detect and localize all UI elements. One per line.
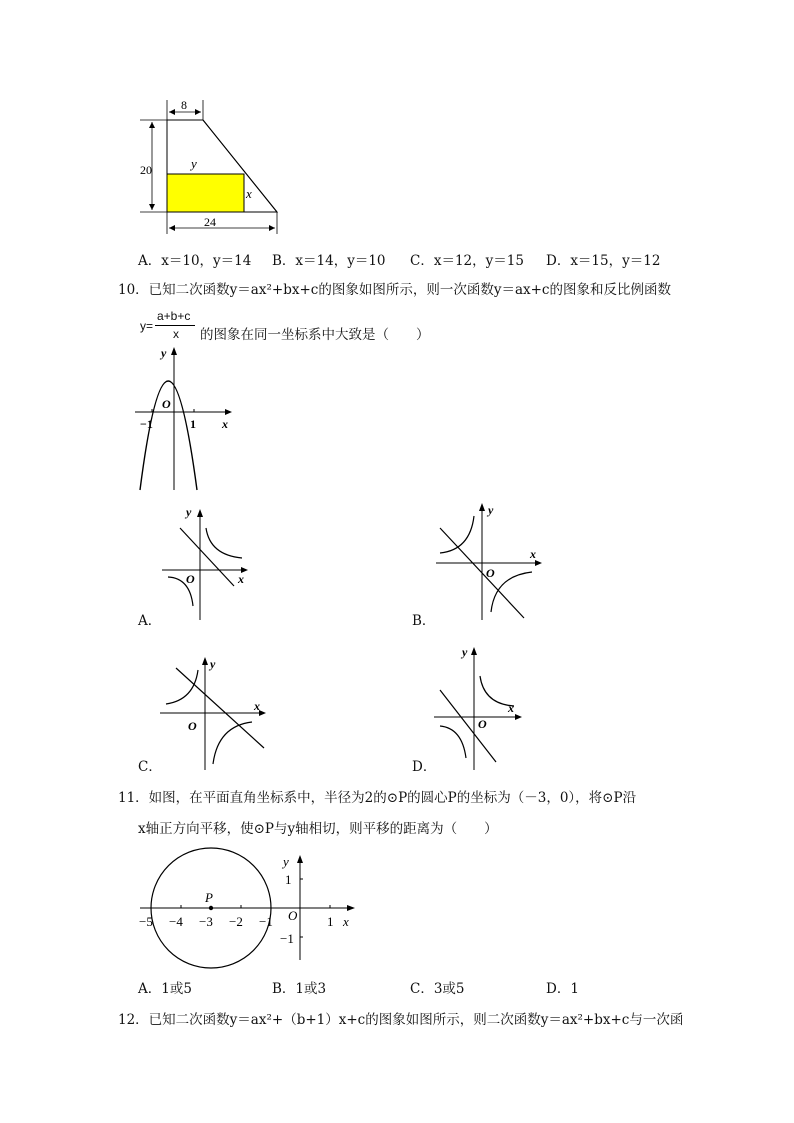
q9-option-b: B．x＝14，y＝10: [272, 253, 386, 269]
q11-option-d: D．1: [546, 981, 579, 997]
q11-tick-neg4: −4: [169, 914, 183, 929]
q11-tick-neg3: −3: [199, 914, 213, 929]
q10-d-o: O: [478, 717, 487, 731]
q10-b-x: x: [530, 547, 536, 561]
q11-option-b: B．1或3: [272, 981, 327, 997]
q11-label-p: P: [205, 890, 213, 905]
q10-option-b: B．: [412, 613, 436, 629]
q10-option-c: C．: [138, 759, 162, 775]
q11-label-y: y: [283, 854, 289, 869]
q10-option-d: D．: [412, 759, 437, 775]
q10-parabola-neg1: −1: [140, 417, 153, 431]
q11-tick-neg1: −1: [259, 914, 273, 929]
q9-option-d: D．x＝15，y＝12: [546, 253, 661, 269]
q12-stem-line1: 12．已知二次函数y＝ax²+（b+1）x+c的图象如图所示，则二次函数y＝ax²+bx+c与一次函: [118, 1012, 684, 1028]
q11-tick-1: 1: [327, 914, 334, 929]
q10-d-y: y: [462, 645, 468, 659]
q9-label-8: 8: [181, 98, 187, 112]
q11-center-dot: [209, 906, 213, 910]
q11-tick-neg2: −2: [229, 914, 243, 929]
q11-label-x: x: [343, 914, 349, 929]
q10-parabola-y: y: [161, 346, 167, 360]
q11-option-c: C．3或5: [410, 981, 465, 997]
q9-label-24: 24: [204, 215, 216, 229]
q10-b-y: y: [488, 503, 494, 517]
q10-fraction-denominator: x: [173, 327, 179, 341]
q10-parabola-o: O: [162, 397, 171, 411]
q11-label-y1: 1: [285, 872, 292, 887]
q10-fraction-numerator: a+b+c: [157, 309, 191, 323]
q11-label-yneg1: −1: [280, 931, 294, 946]
q9-label-x: x: [246, 186, 252, 201]
q11-tick-neg5: −5: [139, 914, 153, 929]
q10-a-y: y: [186, 505, 192, 519]
q10-a-o: O: [186, 572, 195, 586]
q10-b-o: O: [486, 566, 495, 580]
q9-option-a: A．x＝10，y＝14: [138, 253, 252, 269]
q10-fraction-prefix: y=: [140, 319, 154, 333]
q10-a-x: x: [238, 572, 244, 586]
q10-stem-line2: 的图象在同一坐标系中大致是（ ）: [200, 327, 430, 343]
q10-parabola-x: x: [222, 417, 228, 431]
q10-c-y: y: [210, 657, 216, 671]
q10-c-x: x: [254, 699, 260, 713]
q10-option-a: A．: [138, 613, 162, 629]
q10-d-x: x: [508, 701, 514, 715]
q11-option-a: A．1或5: [138, 981, 192, 997]
q11-label-o: O: [288, 908, 298, 923]
q9-label-y: y: [191, 156, 197, 171]
q10-stem-line1: 10．已知二次函数y＝ax²+bx+c的图象如图所示，则一次函数y＝ax+c的图象和反比例函数: [118, 282, 671, 298]
q11-stem-line2: x轴正方向平移，使⊙P与y轴相切，则平移的距离为（ ）: [138, 821, 498, 837]
q9-option-c: C．x＝12，y＝15: [410, 253, 524, 269]
q10-parabola-one: 1: [190, 417, 196, 431]
q11-stem-line1: 11．如图，在平面直角坐标系中，半径为2的⊙P的圆心P的坐标为（－3，0），将⊙P沿: [118, 790, 637, 806]
q10-c-o: O: [188, 719, 197, 733]
q9-label-20: 20: [140, 163, 152, 177]
